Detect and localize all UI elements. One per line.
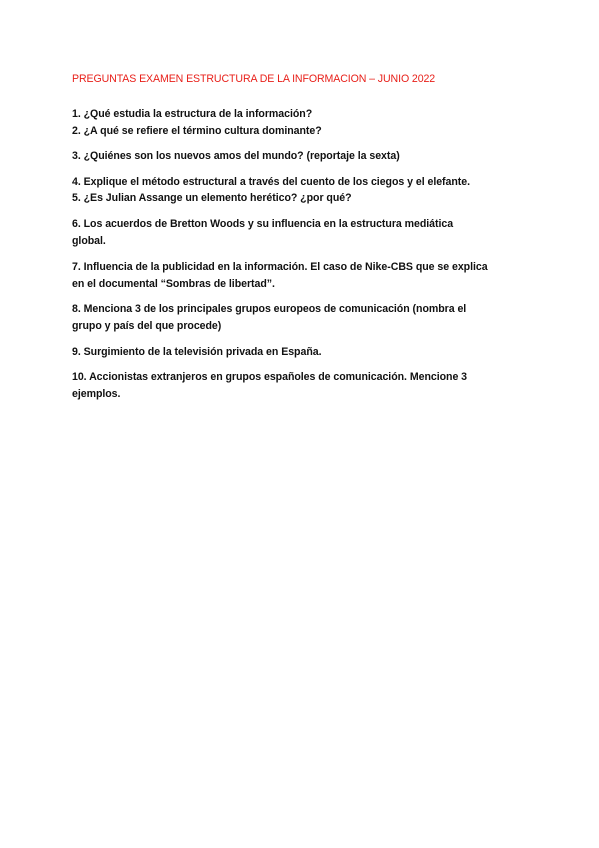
question-7-line-1: 7. Influencia de la publicidad en la información. El caso de Nike-CBS que se explica bbox=[72, 261, 488, 273]
question-7-line-2: en el documental “Sombras de libertad”. bbox=[72, 277, 275, 290]
question-2 bbox=[72, 123, 322, 140]
question-10-line-1: 10. Accionistas extranjeros en grupos españoles de comunicación. Mencione 3 bbox=[72, 371, 468, 383]
question-8 bbox=[72, 301, 466, 334]
question-3 bbox=[72, 148, 400, 165]
question-8-line-1: 8. Menciona 3 de los principales grupos europeos de comunicación (nombra el bbox=[72, 303, 467, 315]
question-6 bbox=[72, 216, 453, 249]
exam-heading: PREGUNTAS EXAMEN ESTRUCTURA DE LA INFORMACION – JUNIO 2022 bbox=[72, 73, 436, 85]
question-6-line-1: 6. Los acuerdos de Bretton Woods y su influencia en la estructura mediática bbox=[72, 218, 454, 230]
question-5-line-1: 5. ¿Es Julian Assange un elemento herético? ¿por qué? bbox=[72, 192, 352, 204]
question-9 bbox=[72, 344, 321, 361]
question-4-line-1: 4. Explique el método estructural a través del cuento de los ciegos y el elefante. bbox=[72, 176, 471, 188]
question-5 bbox=[72, 190, 352, 207]
question-10-line-2: ejemplos. bbox=[72, 387, 121, 400]
question-2-line-1: 2. ¿A qué se refiere el término cultura dominante? bbox=[72, 125, 322, 137]
question-6-line-2: global. bbox=[72, 234, 106, 247]
question-1 bbox=[72, 106, 312, 123]
question-3-line-1: 3. ¿Quiénes son los nuevos amos del mundo? (reportaje la sexta) bbox=[72, 150, 400, 162]
question-1-line-1: 1. ¿Qué estudia la estructura de la información? bbox=[72, 108, 313, 120]
question-10 bbox=[72, 369, 467, 402]
question-9-line-1: 9. Surgimiento de la televisión privada en España. bbox=[72, 346, 322, 358]
question-7 bbox=[72, 259, 488, 292]
question-4 bbox=[72, 174, 470, 191]
question-8-line-2: grupo y país del que procede) bbox=[72, 319, 222, 332]
